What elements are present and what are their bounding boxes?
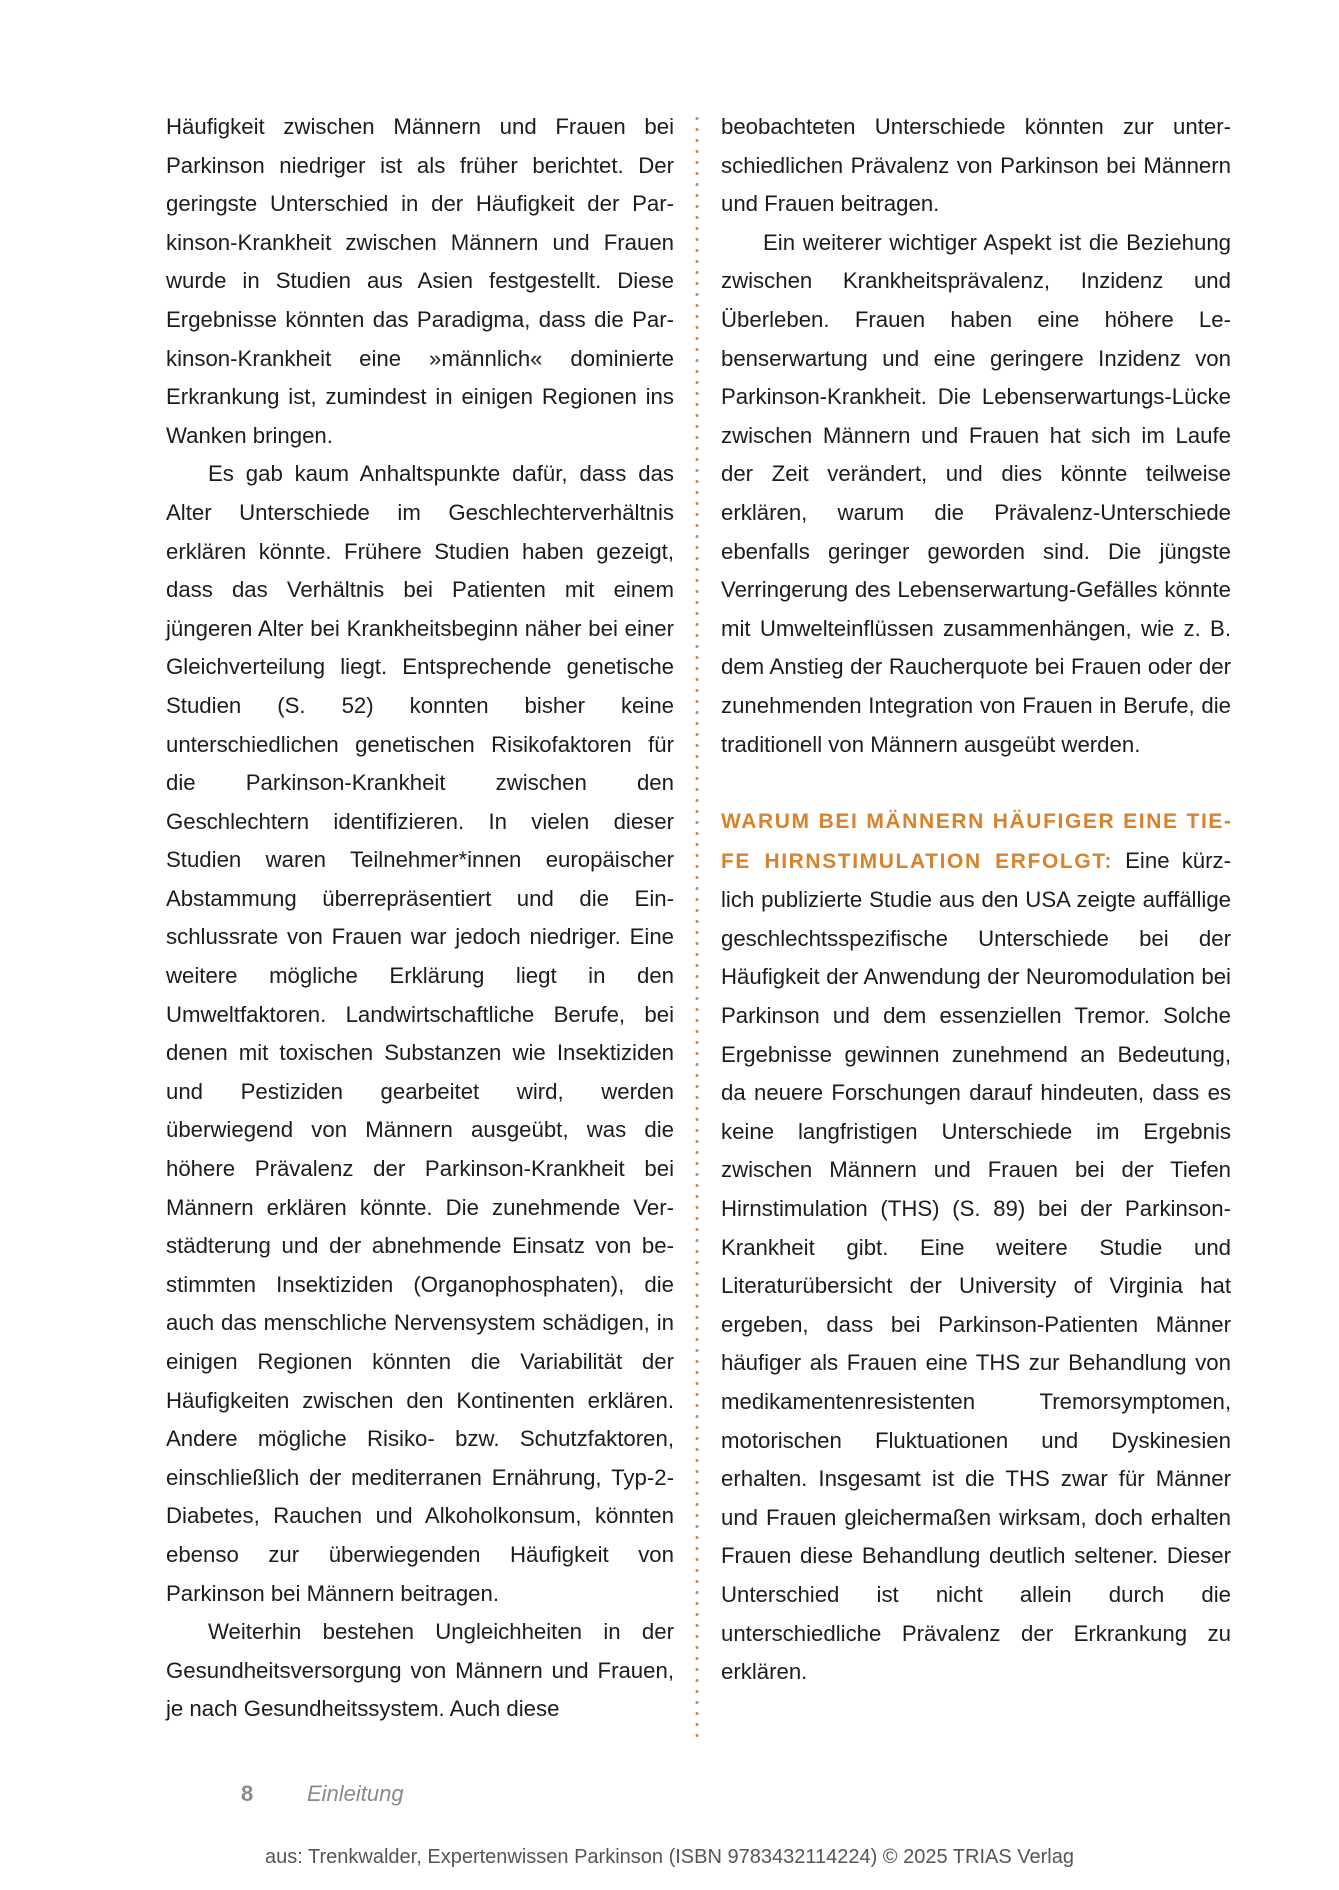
right-column [721,108,1231,1692]
left-paragraph-3: Weiterhin bestehen Ungleichheiten in der Gesundheitsversorgung von Männern und Frauen, je nach Gesundheitssystem. Auch diese [166,1619,674,1722]
chapter-title: Einleitung [307,1781,404,1806]
left-paragraph-2: Es gab kaum Anhaltspunkte dafür, dass das Alter Unterschiede im Geschlechterverhältnis erklären könnte. Frühere Studien haben gezeigt, dass das Verhältnis bei Patienten mit einem jüngeren Alter bei Krankheitsbeginn näher bei einer Gleichverteilung liegt. Entsprechende genetische Studien (S. 52) konnten bisher keine unterschiedlichen genetischen Risikofaktoren für die Parkinson-Krankheit zwischen den Geschlechtern identifizieren. In vielen dieser Studien waren Teilnehmer*innen europäischer Abstammung überrepräsentiert und die Einschlussrate von Frauen war jedoch niedriger. Eine weitere mögliche Erklärung liegt in den Umweltfaktoren. Landwirtschaftliche Berufe, bei denen mit toxischen Substanzen wie Insektiziden und Pestiziden gearbeitet wird, werden überwiegend von Männern ausgeübt, was die höhere Prävalenz der Parkinson-Krankheit bei Männern erklären könnte. Die zunehmende Verstädterung und der abnehmende Einsatz von bestimmten Insektiziden (Organophosphaten), die auch das menschliche Nervensystem schädigen, in einigen Regionen könnten die Variabilität der Häufigkeiten zwischen den Kontinenten erklären. Andere mögliche Risiko- bzw. Schutzfaktoren, einschließlich der mediterranen Ernährung, Typ-2-Diabetes, Rauchen und Alkoholkonsum, könnten ebenso zur überwiegenden Häufigkeit von Parkinson bei Männern beitragen. [166,461,674,1606]
left-column [166,108,674,1729]
column-divider [695,113,699,1738]
page-number: 8 [241,1781,254,1806]
right-paragraph-1: beobachteten Unterschiede könnten zur unterschiedlichen Prävalenz von Parkinson bei Männern und Frauen beitragen. [721,114,1231,217]
section-paragraph [721,802,1231,1692]
right-paragraph-3: Eine kürzlich publizierte Studie aus den USA zeigte auffällige geschlechtsspezifische Unterschiede bei der Häufigkeit der Anwendung der Neuromodulation bei Parkinson und dem essenziellen Tremor. Solche Ergebnisse gewinnen zunehmend an Bedeutung, da neuere Forschungen darauf hindeuten, dass es keine langfristigen Unterschiede im Ergebnis zwischen Männern und Frauen bei der Tiefen Hirnstimulation (THS) (S. 89) bei der Parkinson-Krankheit gibt. Eine weitere Studie und Literaturübersicht der University of Virginia hat ergeben, dass bei Parkinson-Patienten Männer häufiger als Frauen eine THS zur Behandlung von medikamentenresistenten Tremorsymptomen, motorischen Fluktuationen und Dyskinesien erhalten. Insgesamt ist die THS zwar für Männer und Frauen gleichermaßen wirksam, doch erhalten Frauen diese Behandlung deutlich seltener. Dieser Unterschied ist nicht allein durch die unterschiedliche Prävalenz der Erkrankung zu erklären. [721,847,1231,1685]
source-citation: aus: Trenkwalder, Expertenwissen Parkinson (ISBN 9783432114224) © 2025 TRIAS Verlag [265,1846,1074,1868]
right-paragraph-2: Ein weiterer wichtiger Aspekt ist die Beziehung zwischen Krankheitsprävalenz, Inzidenz und Überleben. Frauen haben eine höhere Lebenserwartung und eine geringere Inzidenz von Parkinson-Krankheit. Die Lebenserwartungs-Lücke zwischen Männern und Frauen hat sich im Laufe der Zeit verändert, und dies könnte teilweise erklären, warum die Prävalenz-Unterschiede ebenfalls geringer geworden sind. Die jüngste Verringerung des Lebenserwartung-Gefälles könnte mit Umwelteinflüssen zusammenhängen, wie z. B. dem Anstieg der Raucherquote bei Frauen oder der zunehmenden Integration von Frauen in Berufe, die traditionell von Männern ausgeübt werden. [721,229,1231,757]
left-paragraph-1: Häufigkeit zwischen Männern und Frauen bei Parkinson niedriger ist als früher berichtet. Der geringste Unterschied in der Häufigkeit der Parkinson-Krankheit zwischen Männern und Frauen wurde in Studien aus Asien festgestellt. Diese Ergebnisse könnten das Paradigma, dass die Parkinson-Krankheit eine »männlich« dominierte Erkrankung ist, zumindest in einigen Regionen ins Wanken bringen. [166,114,674,448]
section-heading: WARUM BEI MÄNNERN HÄUFIGER EINE TIEFE HIRNSTIMULATION ERFOLGT: [721,810,1231,873]
